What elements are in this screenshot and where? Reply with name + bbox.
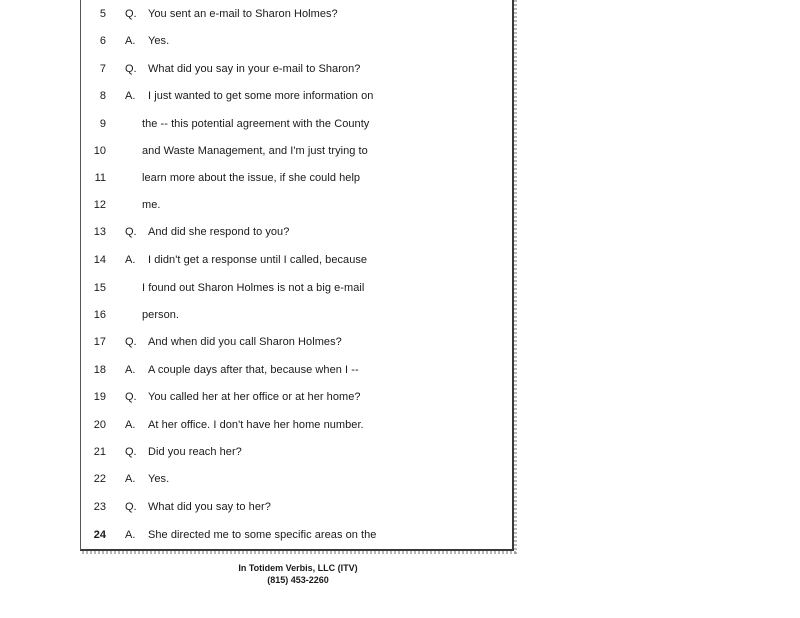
transcript-page — [80, 0, 514, 551]
line-text: I didn't get a response until I called, because — [148, 254, 368, 266]
line-number: 19 — [93, 391, 106, 403]
footer-company: In Totidem Verbis, LLC (ITV) — [238, 563, 358, 573]
speaker-label: A. — [125, 90, 136, 102]
page-shadow-bottom — [82, 551, 516, 554]
line-text: And did she respond to you? — [148, 226, 290, 238]
line-text: learn more about the issue, if she could help — [142, 172, 361, 184]
line-number: 6 — [99, 35, 106, 47]
line-text: me. — [142, 199, 161, 211]
line-number: 14 — [93, 254, 106, 266]
speaker-label: Q. — [125, 63, 137, 75]
line-number: 15 — [93, 282, 106, 294]
speaker-label: Q. — [125, 8, 137, 20]
footer-phone: (815) 453-2260 — [267, 575, 329, 585]
line-text: person. — [142, 309, 180, 321]
line-text: I found out Sharon Holmes is not a big e-mail — [142, 282, 365, 294]
line-number: 7 — [99, 63, 106, 75]
speaker-label: A. — [125, 473, 136, 485]
speaker-label: A. — [125, 364, 136, 376]
line-number: 12 — [93, 199, 106, 211]
line-number: 24 — [93, 529, 106, 541]
line-text: You called her at her office or at her home? — [148, 391, 361, 403]
line-number: 21 — [93, 446, 106, 458]
speaker-label: A. — [125, 35, 136, 47]
line-text: At her office. I don't have her home number. — [148, 419, 364, 431]
line-text: What did you say to her? — [148, 501, 271, 513]
line-number: 9 — [99, 118, 106, 130]
line-number: 20 — [93, 419, 106, 431]
speaker-label: Q. — [125, 391, 137, 403]
speaker-label: Q. — [125, 501, 137, 513]
line-number: 17 — [93, 336, 106, 348]
line-text: You sent an e-mail to Sharon Holmes? — [148, 8, 338, 20]
speaker-label: Q. — [125, 226, 137, 238]
line-text: the -- this potential agreement with the County — [142, 118, 370, 130]
speaker-label: Q. — [125, 446, 137, 458]
line-text: Yes. — [148, 473, 170, 485]
speaker-label: Q. — [125, 336, 137, 348]
speaker-label: A. — [125, 254, 136, 266]
line-number: 5 — [99, 8, 106, 20]
line-number: 18 — [93, 364, 106, 376]
speaker-label: A. — [125, 419, 136, 431]
line-text: She directed me to some specific areas on the — [148, 529, 377, 541]
line-text: I just wanted to get some more information on — [148, 90, 374, 102]
line-text: And when did you call Sharon Holmes? — [148, 336, 342, 348]
line-text: Yes. — [148, 35, 170, 47]
line-number: 8 — [99, 90, 106, 102]
line-text: What did you say in your e-mail to Sharon? — [148, 63, 361, 75]
line-number: 16 — [93, 309, 106, 321]
line-number: 22 — [93, 473, 106, 485]
page-shadow-right — [514, 0, 517, 556]
line-number: 11 — [94, 172, 106, 184]
line-text: and Waste Management, and I'm just trying to — [142, 145, 368, 157]
speaker-label: A. — [125, 529, 136, 541]
line-text: Did you reach her? — [148, 446, 242, 458]
line-text: A couple days after that, because when I -- — [148, 364, 359, 376]
line-number: 23 — [93, 501, 106, 513]
line-number: 10 — [93, 145, 106, 157]
line-number: 13 — [93, 226, 106, 238]
